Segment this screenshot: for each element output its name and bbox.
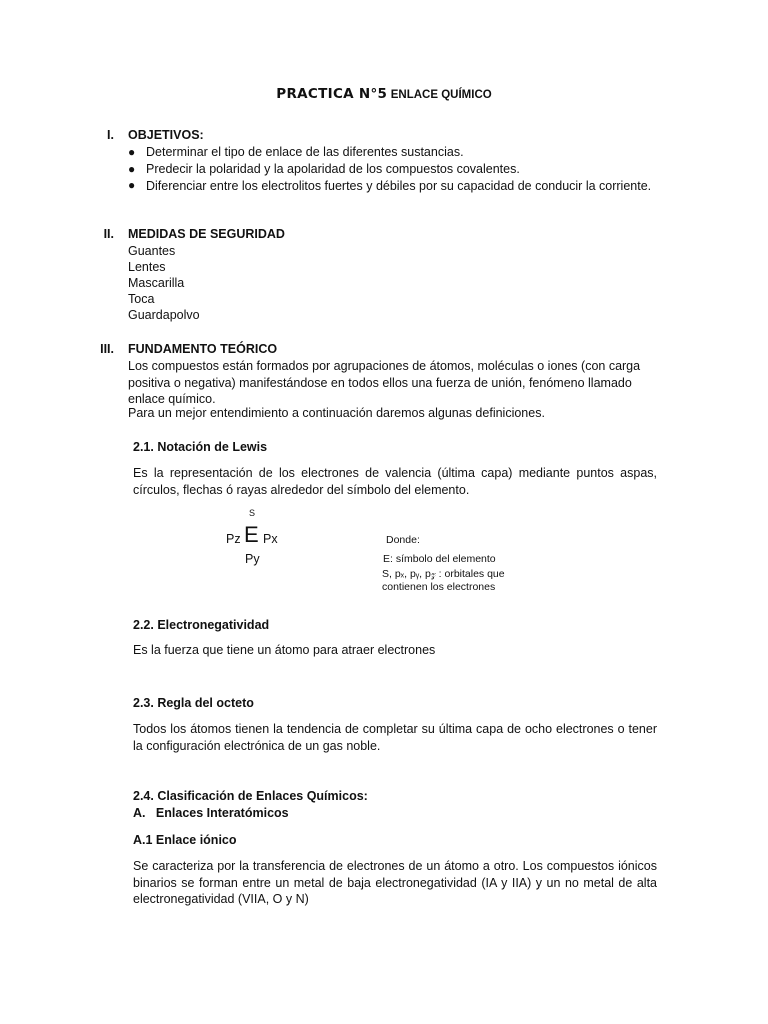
subsection-heading-a: A. Enlaces Interatómicos bbox=[133, 806, 289, 820]
lewis-legend: S, pₓ, pᵧ, p𝓏 : orbitales que bbox=[382, 568, 505, 580]
theory-paragraph: Los compuestos están formados por agrupaciones de átomos, moléculas o iones (con carga positiva o negativa) manifestándose en todos ellos una fuerza de unión, fenómeno llamado enlace químico. bbox=[128, 359, 641, 406]
bullet-icon: ● bbox=[128, 145, 136, 159]
subsection-text: Es la representación de los electrones de valencia (última capa) mediante puntos aspas, círculos, flechas ó rayas alrededor del símbolo del elemento. bbox=[133, 466, 657, 497]
bullet-icon: ● bbox=[128, 162, 136, 176]
objective-item: Determinar el tipo de enlace de las diferentes sustancias. bbox=[146, 145, 464, 159]
lewis-element-symbol: E bbox=[244, 522, 259, 547]
section-1-title: OBJETIVOS: bbox=[128, 128, 204, 142]
title-main: PRACTICA N°5 bbox=[276, 86, 388, 102]
page-title bbox=[0, 86, 768, 102]
subsection-heading: 2.3. Regla del octeto bbox=[133, 696, 254, 710]
subsection-heading-a1: A.1 Enlace iónico bbox=[133, 833, 237, 847]
subsection-heading: 2.4. Clasificación de Enlaces Químicos: bbox=[133, 789, 368, 803]
section-3-title: FUNDAMENTO TEÓRICO bbox=[128, 342, 278, 356]
subsection-text: Es la fuerza que tiene un átomo para atraer electrones bbox=[133, 643, 436, 657]
safety-item: Toca bbox=[128, 292, 155, 306]
objective-item: Predecir la polaridad y la apolaridad de los compuestos covalentes. bbox=[146, 162, 520, 176]
subsection-text: Todos los átomos tienen la tendencia de completar su última capa de ocho electrones o tener la configuración electrónica de un gas noble. bbox=[133, 722, 657, 753]
title-sub: ENLACE QUÍMICO bbox=[390, 89, 492, 101]
safety-item: Guardapolvo bbox=[128, 308, 200, 322]
safety-item: Mascarilla bbox=[128, 276, 185, 290]
objective-item: Diferenciar entre los electrolitos fuertes y débiles por su capacidad de conducir la corriente. bbox=[146, 179, 652, 193]
lewis-s-label: S bbox=[249, 508, 256, 518]
section-1-number: I. bbox=[107, 128, 114, 142]
subsection-text: Se caracteriza por la transferencia de electrones de un átomo a otro. Los compuestos iónicos binarios se forman entre un metal de baja electronegatividad (IA y IIA) y un no metal de alta electronegatividad (VIIA, O y N) bbox=[133, 859, 657, 906]
subsection-heading: 2.2. Electronegatividad bbox=[133, 618, 270, 632]
bullet-icon: ● bbox=[128, 178, 136, 192]
subsection-heading: 2.1. Notación de Lewis bbox=[133, 440, 268, 454]
section-2-number: II. bbox=[103, 227, 114, 241]
safety-item: Guantes bbox=[128, 244, 176, 258]
safety-item: Lentes bbox=[128, 260, 166, 274]
section-2-title: MEDIDAS DE SEGURIDAD bbox=[128, 227, 285, 241]
section-3-number: III. bbox=[100, 342, 114, 356]
theory-paragraph: Para un mejor entendimiento a continuación daremos algunas definiciones. bbox=[128, 406, 545, 420]
lewis-legend: contienen los electrones bbox=[382, 581, 496, 593]
lewis-donde: Donde: bbox=[386, 534, 420, 546]
lewis-pz-label: Pz bbox=[226, 532, 241, 546]
lewis-legend: E: símbolo del elemento bbox=[383, 553, 496, 565]
lewis-py-label: Py bbox=[245, 552, 260, 566]
lewis-px-label: Px bbox=[263, 532, 278, 546]
